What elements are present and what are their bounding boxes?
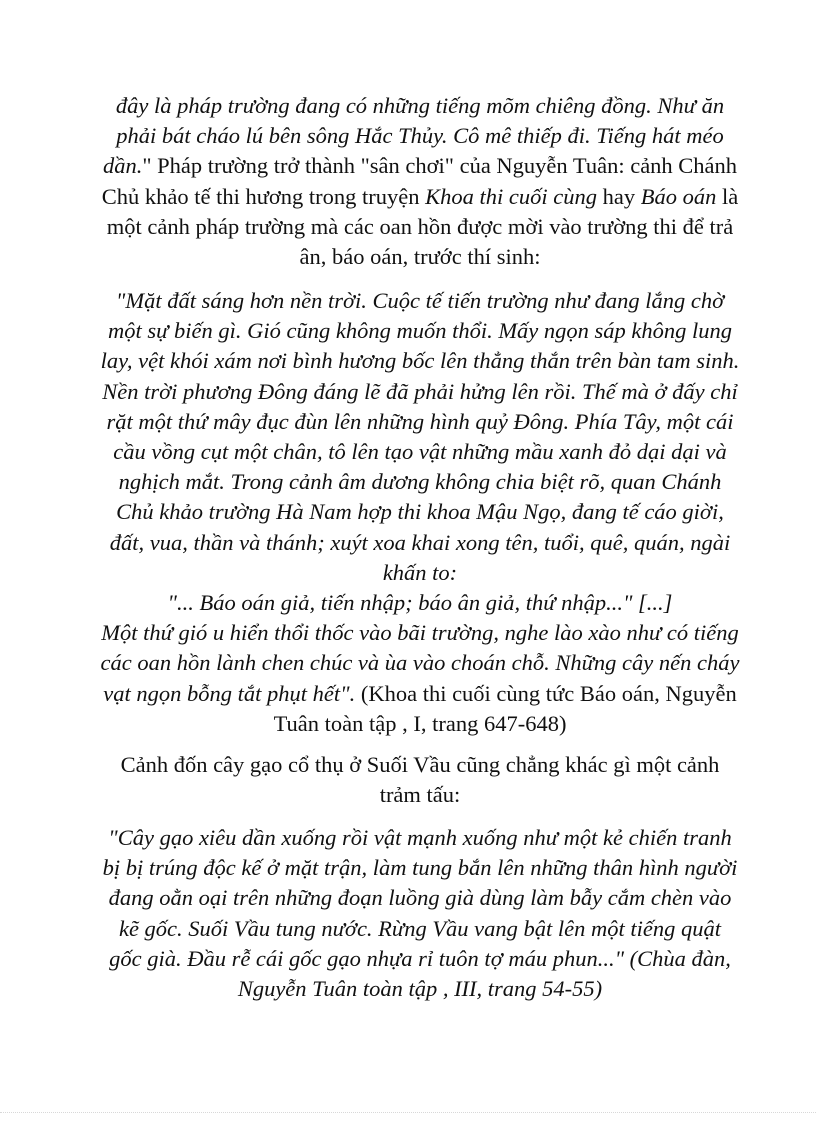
- work-title-khoa-thi: Khoa thi cuối cùng: [425, 183, 598, 209]
- quote-text: Một thứ gió u hiển thổi thốc vào bãi trường, nghe lào xào như có tiếng các oan hồn lành chen chúc và ùa vào choán chỗ. Những cây nến cháy vạt ngọn bỗng tắt phụt hết".: [100, 620, 740, 706]
- quote-text: "Cây gạo xiêu dần xuống rồi vật mạnh xuống như một kẻ chiến tranh bị bị trúng độc kế ở mặt trận, làm tung bắn lên những thân hình người đang oằn oại trên những đoạn luồng già dùng làm bẫy cắm chèn vào kẽ gốc. Suối Vầu tung nước. Rừng Vầu vang bật lên một tiếng quật gốc già. Đầu rễ cái gốc gạo nhựa rỉ tuôn tợ máu phun...": [102, 825, 738, 971]
- body-text: hay: [597, 183, 641, 209]
- quote-block-chua-dan: [100, 823, 740, 1004]
- paragraph-intro: [100, 91, 740, 272]
- work-title-bao-oan: Báo oán: [640, 183, 717, 209]
- quote-text: "Mặt đất sáng hơn nền trời. Cuộc tế tiến trường như đang lắng chờ một sự biến gì. Gió cũng không muốn thổi. Mấy ngọn sáp không lung lay, vệt khói xám nơi bình hương bốc lên thẳng thắn trên bàn tam sinh. Nền trời phương Đông đáng lẽ đã phải hửng lên rồi. Thế mà ở đấy chỉ rặt một thứ mây đục đùn lên những hình quỷ Đông. Phía Tây, một cái cầu vồng cụt một chân, tô lên tạo vật những mầu xanh đỏ dại dại và nghịch mắt. Trong cảnh âm dương không chia biệt rõ, quan Chánh Chủ khảo trường Hà Nam hợp thi khoa Mậu Ngọ, đang tế cáo giời, đất, vua, thần và thánh; xuýt xoa khai xong tên, tuổi, quê, quán, ngài khấn to:: [100, 288, 740, 585]
- citation: (Khoa thi cuối cùng tức Báo oán, Nguyễn Tuân toàn tập , I, trang 647-648): [273, 680, 737, 736]
- page-bottom-divider: [0, 1112, 816, 1113]
- citation: (Chùa đàn, Nguyễn Tuân toàn tập , III, trang 54-55): [237, 945, 731, 1002]
- body-text: " Pháp trường trở thành "sân chơi" của Nguyễn Tuân: cảnh Chánh Chủ khảo tế thi hương trong truyện: [101, 153, 738, 209]
- body-text: là một cảnh pháp trường mà các oan hồn được mời vào trường thi để trả ân, báo oán, trước thí sinh:: [106, 183, 739, 270]
- quote-text: "... Báo oán giả, tiến nhập; báo ân giả, thứ nhập..." [...]: [167, 590, 673, 616]
- quote-block-khoa-thi: [100, 286, 740, 739]
- quote-fragment: đây là pháp trường đang có những tiếng mõm chiêng đồng. Như ăn phải bát cháo lú bên sông Hắc Thủy. Cô mê thiếp đi. Tiếng hát méo dần.: [102, 93, 725, 179]
- paragraph-transition: [100, 750, 740, 810]
- body-text: Cảnh đốn cây gạo cổ thụ ở Suối Vầu cũng chẳng khác gì một cảnh trảm tấu:: [120, 752, 720, 808]
